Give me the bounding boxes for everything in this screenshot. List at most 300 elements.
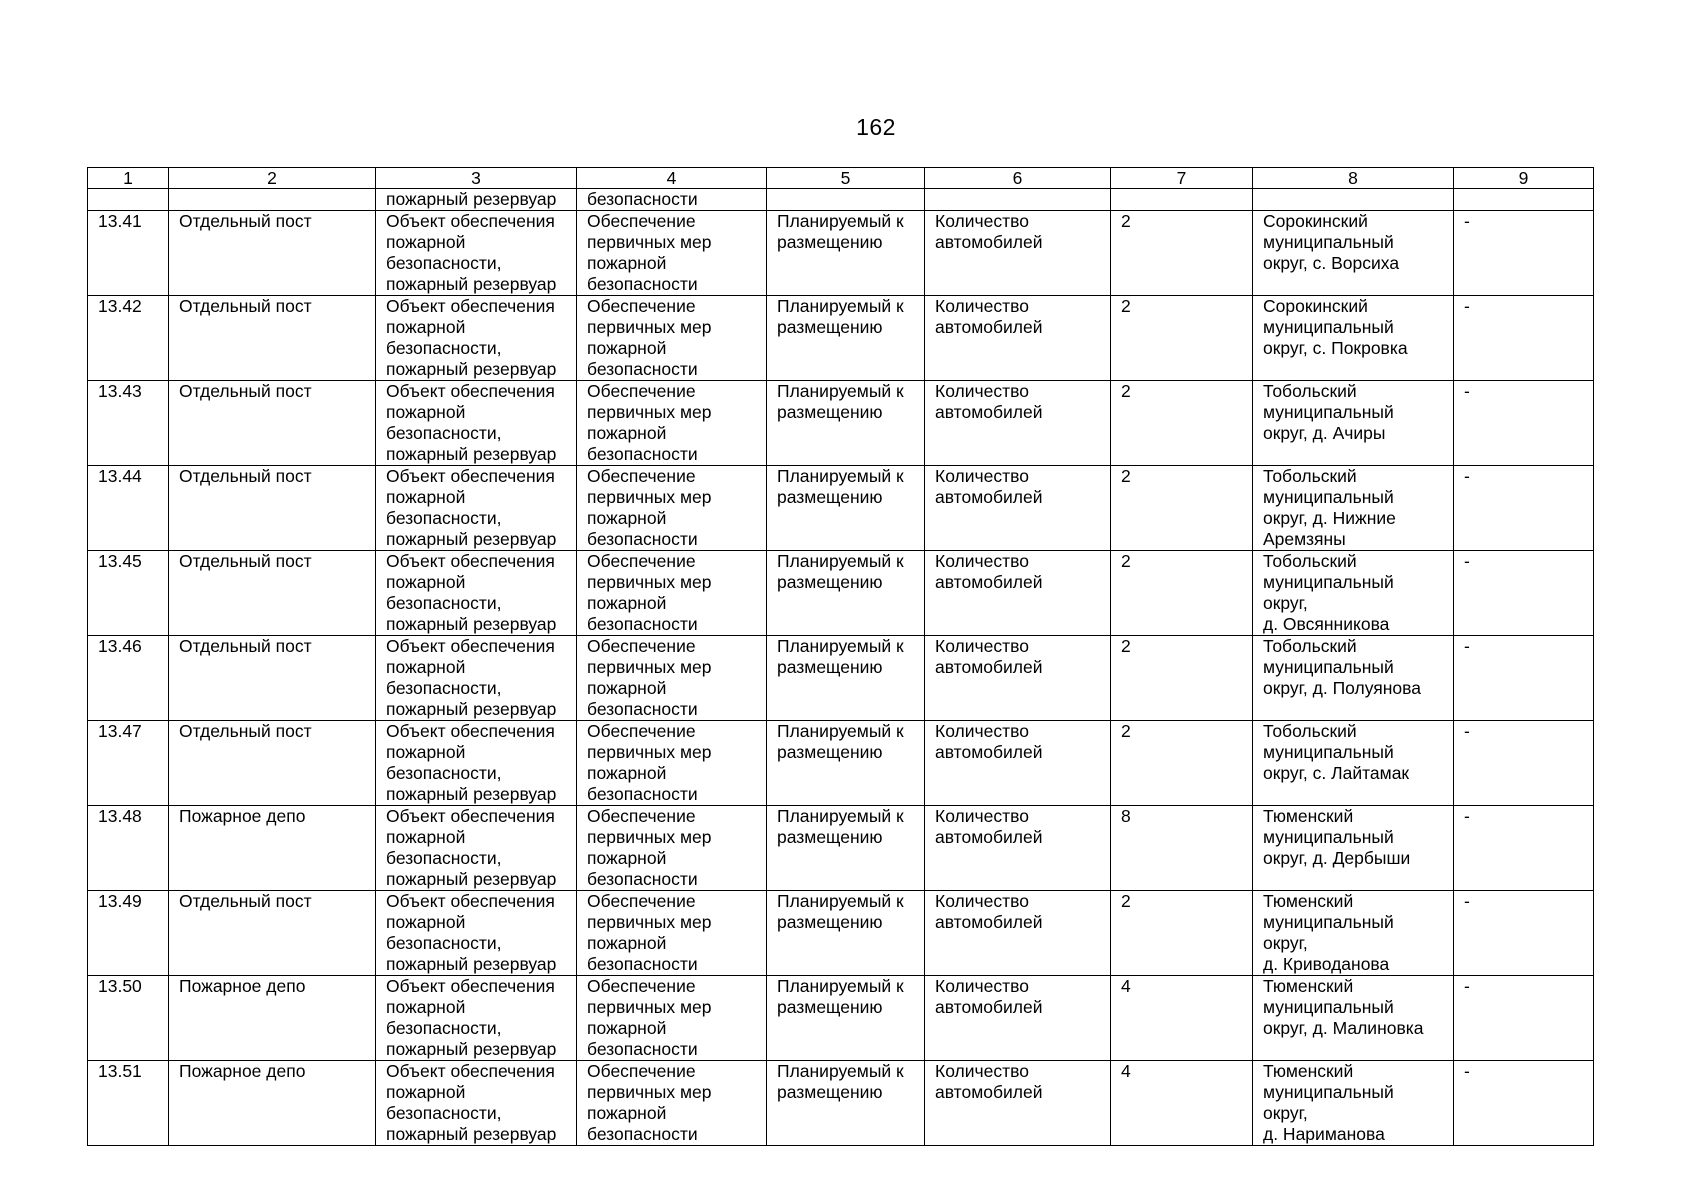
object-type-cell-line: Объект обеспечения [386,466,555,486]
location-cell-line: Сорокинский [1263,211,1368,231]
continuation-cell-2 [169,189,376,211]
status-cell-line: размещению [777,1082,883,1102]
object-type-cell-line: пожарный резервуар [386,359,557,379]
status-cell-line: Планируемый к [777,466,904,486]
object-type-cell-line: пожарной [386,572,466,592]
column-header-2: 2 [169,168,376,189]
characteristic-cell-line: автомобилей [935,657,1043,677]
object-type-cell-line: Объект обеспечения [386,806,555,826]
status-cell-line: размещению [777,232,883,252]
value-cell: 2 [1111,381,1253,466]
characteristic-cell [925,296,1111,381]
column-header-7: 7 [1111,168,1253,189]
value-cell: 2 [1111,891,1253,976]
location-cell-line: муниципальный [1263,742,1394,762]
purpose-cell-line: пожарной [587,253,667,273]
object-name-cell: Пожарное депо [169,1061,376,1146]
location-cell-line: округ, с. Ворсиха [1263,253,1400,273]
object-name-cell: Отдельный пост [169,721,376,806]
location-cell-line: Тобольский [1263,466,1357,486]
status-cell-line: размещению [777,317,883,337]
location-cell [1253,551,1454,636]
value-cell: 2 [1111,211,1253,296]
row-number-cell: 13.49 [88,891,169,976]
purpose-cell-line: безопасности [587,359,698,379]
characteristic-cell [925,381,1111,466]
location-cell-line: Тюменский [1263,806,1354,826]
value-cell: 4 [1111,1061,1253,1146]
location-cell-line: округ, д. Полуянова [1263,678,1421,698]
table-row [88,211,1594,296]
object-type-cell-line: пожарный резервуар [386,784,557,804]
purpose-cell-line: первичных мер [587,827,712,847]
data-table [87,167,1594,1146]
purpose-cell-line: пожарной [587,1103,667,1123]
value-cell: 8 [1111,806,1253,891]
object-type-cell-line: пожарный резервуар [386,954,557,974]
object-type-cell-line: пожарный резервуар [386,1039,557,1059]
location-cell [1253,1061,1454,1146]
purpose-cell-line: Обеспечение [587,296,696,316]
location-cell-line: муниципальный [1263,912,1394,932]
purpose-cell [577,466,767,551]
purpose-cell-line: пожарной [587,848,667,868]
zone-cell: - [1454,891,1594,976]
characteristic-cell-line: Количество [935,976,1029,996]
purpose-cell-line: безопасности [587,699,698,719]
purpose-cell-line: Обеспечение [587,1061,696,1081]
object-type-cell [376,466,577,551]
value-cell: 4 [1111,976,1253,1061]
zone-cell: - [1454,721,1594,806]
location-cell [1253,636,1454,721]
row-number-cell: 13.43 [88,381,169,466]
location-cell-line: Аремзяны [1263,529,1346,549]
object-type-cell-line: Объект обеспечения [386,381,555,401]
characteristic-cell [925,551,1111,636]
status-cell-line: Планируемый к [777,296,904,316]
continuation-cell-3: пожарный резервуар [376,189,577,211]
location-cell-line: муниципальный [1263,317,1394,337]
table-row [88,976,1594,1061]
characteristic-cell [925,211,1111,296]
location-cell-line: муниципальный [1263,487,1394,507]
continuation-cell-5 [767,189,925,211]
purpose-cell-line: Обеспечение [587,636,696,656]
continuation-cell-9 [1454,189,1594,211]
row-number-cell: 13.48 [88,806,169,891]
object-type-cell-line: пожарной [386,912,466,932]
status-cell-line: Планируемый к [777,721,904,741]
page-number: 162 [856,114,896,140]
location-cell-line: муниципальный [1263,572,1394,592]
status-cell [767,466,925,551]
location-cell-line: Тюменский [1263,891,1354,911]
row-number-cell: 13.42 [88,296,169,381]
location-cell-line: округ, д. Нижние [1263,508,1396,528]
purpose-cell [577,211,767,296]
purpose-cell [577,551,767,636]
purpose-cell-line: первичных мер [587,402,712,422]
object-type-cell-line: пожарной [386,487,466,507]
object-type-cell-line: безопасности, [386,848,502,868]
status-cell-line: Планируемый к [777,381,904,401]
row-number-cell: 13.44 [88,466,169,551]
location-cell-line: Тобольский [1263,551,1357,571]
characteristic-cell-line: автомобилей [935,1082,1043,1102]
characteristic-cell-line: автомобилей [935,827,1043,847]
header-row [88,168,1594,189]
purpose-cell-line: пожарной [587,423,667,443]
purpose-cell-line: пожарной [587,933,667,953]
object-name-cell: Пожарное депо [169,806,376,891]
purpose-cell-line: Обеспечение [587,806,696,826]
object-name-cell: Отдельный пост [169,551,376,636]
object-type-cell-line: пожарной [386,657,466,677]
object-type-cell-line: пожарной [386,317,466,337]
purpose-cell-line: пожарной [587,763,667,783]
characteristic-cell-line: Количество [935,381,1029,401]
row-number-cell: 13.47 [88,721,169,806]
location-cell-line: муниципальный [1263,997,1394,1017]
object-name-cell: Отдельный пост [169,211,376,296]
location-cell [1253,466,1454,551]
location-cell-line: муниципальный [1263,657,1394,677]
object-type-cell [376,381,577,466]
purpose-cell-line: безопасности [587,1039,698,1059]
object-type-cell-line: пожарный резервуар [386,444,557,464]
status-cell-line: размещению [777,657,883,677]
column-header-5: 5 [767,168,925,189]
column-header-3: 3 [376,168,577,189]
purpose-cell [577,296,767,381]
status-cell [767,1061,925,1146]
characteristic-cell-line: Количество [935,211,1029,231]
status-cell-line: размещению [777,487,883,507]
object-type-cell-line: пожарный резервуар [386,699,557,719]
object-name-cell: Отдельный пост [169,636,376,721]
object-type-cell-line: пожарной [386,232,466,252]
purpose-cell-line: первичных мер [587,997,712,1017]
object-type-cell-line: безопасности, [386,338,502,358]
purpose-cell-line: безопасности [587,444,698,464]
characteristic-cell-line: Количество [935,721,1029,741]
continuation-cell-4: безопасности [577,189,767,211]
characteristic-cell-line: Количество [935,636,1029,656]
object-type-cell-line: пожарной [386,402,466,422]
object-type-cell-line: пожарной [386,997,466,1017]
characteristic-cell-line: автомобилей [935,232,1043,252]
purpose-cell-line: Обеспечение [587,721,696,741]
location-cell-line: округ, д. Дербыши [1263,848,1411,868]
characteristic-cell-line: автомобилей [935,317,1043,337]
characteristic-cell-line: Количество [935,806,1029,826]
characteristic-cell-line: Количество [935,296,1029,316]
table-row [88,466,1594,551]
object-type-cell-line: безопасности, [386,678,502,698]
status-cell-line: Планируемый к [777,636,904,656]
location-cell-line: Тобольский [1263,721,1357,741]
table-row [88,551,1594,636]
purpose-cell-line: безопасности [587,614,698,634]
zone-cell: - [1454,551,1594,636]
location-cell-line: округ, с. Покровка [1263,338,1408,358]
row-number-cell: 13.51 [88,1061,169,1146]
purpose-cell-line: первичных мер [587,742,712,762]
table-row [88,721,1594,806]
location-cell [1253,891,1454,976]
location-cell [1253,721,1454,806]
purpose-cell-line: безопасности [587,784,698,804]
row-number-cell: 13.45 [88,551,169,636]
table-row [88,806,1594,891]
zone-cell: - [1454,296,1594,381]
object-type-cell-line: безопасности, [386,253,502,273]
purpose-cell-line: Обеспечение [587,466,696,486]
object-type-cell [376,806,577,891]
column-header-6: 6 [925,168,1111,189]
purpose-cell-line: первичных мер [587,487,712,507]
object-type-cell [376,636,577,721]
status-cell [767,296,925,381]
characteristic-cell-line: автомобилей [935,742,1043,762]
object-type-cell-line: пожарный резервуар [386,1124,557,1144]
object-type-cell [376,976,577,1061]
purpose-cell-line: безопасности [587,274,698,294]
object-type-cell-line: Объект обеспечения [386,211,555,231]
object-type-cell [376,891,577,976]
location-cell-line: муниципальный [1263,1082,1394,1102]
location-cell-line: округ, д. Ачиры [1263,423,1386,443]
object-type-cell-line: безопасности, [386,593,502,613]
status-cell [767,211,925,296]
table-row [88,891,1594,976]
status-cell-line: Планируемый к [777,551,904,571]
purpose-cell-line: пожарной [587,508,667,528]
table-row [88,636,1594,721]
continuation-cell-7 [1111,189,1253,211]
zone-cell: - [1454,381,1594,466]
purpose-cell [577,721,767,806]
purpose-cell-line: первичных мер [587,1082,712,1102]
object-type-cell-line: Объект обеспечения [386,891,555,911]
column-header-9: 9 [1454,168,1594,189]
purpose-cell [577,1061,767,1146]
purpose-cell [577,891,767,976]
status-cell-line: Планируемый к [777,976,904,996]
purpose-cell-line: первичных мер [587,317,712,337]
object-type-cell-line: безопасности, [386,423,502,443]
object-type-cell [376,1061,577,1146]
status-cell-line: размещению [777,912,883,932]
purpose-cell-line: безопасности [587,529,698,549]
location-cell-line: д. Криводанова [1263,954,1390,974]
location-cell-line: округ, [1263,1103,1308,1123]
status-cell-line: Планируемый к [777,211,904,231]
zone-cell: - [1454,806,1594,891]
object-name-cell: Отдельный пост [169,381,376,466]
row-number-cell: 13.50 [88,976,169,1061]
table-row [88,296,1594,381]
status-cell-line: размещению [777,742,883,762]
object-type-cell [376,211,577,296]
object-name-cell: Пожарное депо [169,976,376,1061]
characteristic-cell [925,976,1111,1061]
object-type-cell-line: безопасности, [386,933,502,953]
purpose-cell-line: первичных мер [587,657,712,677]
location-cell-line: округ, [1263,933,1308,953]
zone-cell: - [1454,1061,1594,1146]
location-cell [1253,211,1454,296]
column-header-8: 8 [1253,168,1454,189]
table-row [88,1061,1594,1146]
object-type-cell-line: пожарный резервуар [386,869,557,889]
purpose-cell-line: первичных мер [587,572,712,592]
continuation-cell-1 [88,189,169,211]
location-cell-line: Тюменский [1263,1061,1354,1081]
value-cell: 2 [1111,296,1253,381]
row-number-cell: 13.46 [88,636,169,721]
status-cell [767,891,925,976]
status-cell-line: Планируемый к [777,891,904,911]
object-type-cell-line: Объект обеспечения [386,636,555,656]
object-type-cell-line: безопасности, [386,763,502,783]
object-type-cell-line: Объект обеспечения [386,296,555,316]
value-cell: 2 [1111,636,1253,721]
object-type-cell-line: пожарной [386,827,466,847]
purpose-cell-line: Обеспечение [587,976,696,996]
object-type-cell-line: пожарной [386,1082,466,1102]
characteristic-cell-line: автомобилей [935,402,1043,422]
location-cell-line: Тюменский [1263,976,1354,996]
status-cell-line: размещению [777,572,883,592]
location-cell-line: округ, д. Малиновка [1263,1018,1424,1038]
object-type-cell-line: пожарной [386,742,466,762]
status-cell-line: Планируемый к [777,806,904,826]
purpose-cell-line: пожарной [587,593,667,613]
characteristic-cell-line: автомобилей [935,487,1043,507]
characteristic-cell [925,806,1111,891]
object-type-cell [376,296,577,381]
purpose-cell-line: Обеспечение [587,381,696,401]
characteristic-cell-line: Количество [935,551,1029,571]
purpose-cell-line: безопасности [587,1124,698,1144]
characteristic-cell [925,636,1111,721]
location-cell-line: муниципальный [1263,402,1394,422]
table-row [88,381,1594,466]
status-cell [767,976,925,1061]
zone-cell: - [1454,211,1594,296]
location-cell [1253,806,1454,891]
location-cell [1253,296,1454,381]
object-name-cell: Отдельный пост [169,891,376,976]
object-name-cell: Отдельный пост [169,296,376,381]
characteristic-cell-line: Количество [935,1061,1029,1081]
location-cell-line: округ, [1263,593,1308,613]
characteristic-cell [925,721,1111,806]
purpose-cell [577,806,767,891]
purpose-cell-line: первичных мер [587,232,712,252]
purpose-cell-line: безопасности [587,954,698,974]
characteristic-cell-line: Количество [935,891,1029,911]
location-cell [1253,976,1454,1061]
row-number-cell: 13.41 [88,211,169,296]
location-cell [1253,381,1454,466]
object-type-cell [376,721,577,806]
object-type-cell-line: пожарный резервуар [386,614,557,634]
location-cell-line: округ, с. Лайтамак [1263,763,1410,783]
location-cell-line: муниципальный [1263,827,1394,847]
characteristic-cell-line: автомобилей [935,572,1043,592]
status-cell [767,806,925,891]
status-cell [767,381,925,466]
characteristic-cell-line: автомобилей [935,912,1043,932]
object-type-cell [376,551,577,636]
status-cell [767,721,925,806]
characteristic-cell-line: Количество [935,466,1029,486]
object-name-cell: Отдельный пост [169,466,376,551]
purpose-cell-line: первичных мер [587,912,712,932]
purpose-cell-line: Обеспечение [587,891,696,911]
zone-cell: - [1454,466,1594,551]
column-header-4: 4 [577,168,767,189]
object-type-cell-line: безопасности, [386,1103,502,1123]
purpose-cell [577,381,767,466]
status-cell [767,551,925,636]
status-cell-line: размещению [777,827,883,847]
status-cell-line: Планируемый к [777,1061,904,1081]
location-cell-line: д. Нариманова [1263,1124,1385,1144]
characteristic-cell [925,891,1111,976]
continuation-cell-6 [925,189,1111,211]
object-type-cell-line: Объект обеспечения [386,1061,555,1081]
continuation-row [88,189,1594,211]
zone-cell: - [1454,636,1594,721]
status-cell-line: размещению [777,997,883,1017]
location-cell-line: муниципальный [1263,232,1394,252]
characteristic-cell-line: автомобилей [935,997,1043,1017]
continuation-cell-8 [1253,189,1454,211]
object-type-cell-line: Объект обеспечения [386,551,555,571]
status-cell [767,636,925,721]
purpose-cell-line: Обеспечение [587,211,696,231]
purpose-cell-line: пожарной [587,1018,667,1038]
location-cell-line: Тобольский [1263,636,1357,656]
object-type-cell-line: Объект обеспечения [386,721,555,741]
purpose-cell [577,976,767,1061]
column-header-1: 1 [88,168,169,189]
purpose-cell-line: Обеспечение [587,551,696,571]
zone-cell: - [1454,976,1594,1061]
value-cell: 2 [1111,551,1253,636]
value-cell: 2 [1111,721,1253,806]
status-cell-line: размещению [777,402,883,422]
purpose-cell [577,636,767,721]
location-cell-line: Тобольский [1263,381,1357,401]
purpose-cell-line: пожарной [587,338,667,358]
location-cell-line: Сорокинский [1263,296,1368,316]
object-type-cell-line: безопасности, [386,1018,502,1038]
location-cell-line: д. Овсянникова [1263,614,1390,634]
characteristic-cell [925,466,1111,551]
purpose-cell-line: пожарной [587,678,667,698]
value-cell: 2 [1111,466,1253,551]
object-type-cell-line: Объект обеспечения [386,976,555,996]
purpose-cell-line: безопасности [587,869,698,889]
object-type-cell-line: пожарный резервуар [386,529,557,549]
characteristic-cell [925,1061,1111,1146]
object-type-cell-line: пожарный резервуар [386,274,557,294]
